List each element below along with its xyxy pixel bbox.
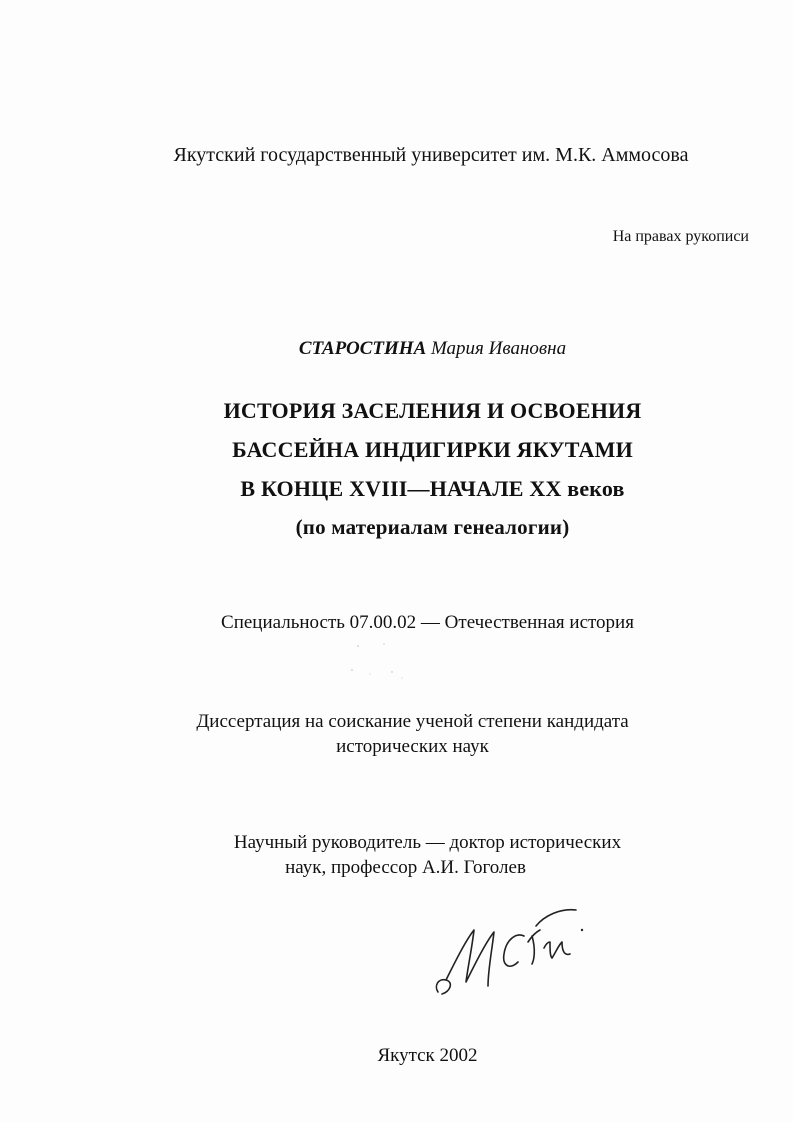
author-name (0, 338, 793, 360)
title-line-1: ИСТОРИЯ ЗАСЕЛЕНИЯ И ОСВОЕНИЯ (223, 398, 642, 423)
dissertation-line-1: Диссертация на соискание ученой степени кандидата (196, 711, 629, 732)
handwritten-signature (432, 900, 592, 1000)
scan-noise (340, 640, 420, 690)
supervisor-line-2: наук, профессор А.И. Гоголев (285, 857, 526, 878)
city-year: Якутск 2002 (377, 1045, 478, 1066)
rights-note: На правах рукописи (612, 228, 749, 245)
title-line-2: БАССЕЙНА ИНДИГИРКИ ЯКУТАМИ (232, 437, 633, 462)
dissertation-line-2: исторических наук (336, 736, 489, 757)
specialty: Специальность 07.00.02 — Отечественная история (221, 612, 634, 633)
title-line-3: В КОНЦЕ XVIII—НАЧАЛЕ XX веков (240, 476, 625, 501)
author-given-names: Мария Ивановна (431, 338, 567, 359)
university-name: Якутский государственный университет им. М.К. Аммосова (173, 144, 689, 166)
title-line-4: (по материалам генеалогии) (295, 515, 570, 539)
supervisor-line-1: Научный руководитель — доктор исторических (233, 832, 622, 853)
author-surname: СТАРОСТИНА (298, 338, 427, 359)
